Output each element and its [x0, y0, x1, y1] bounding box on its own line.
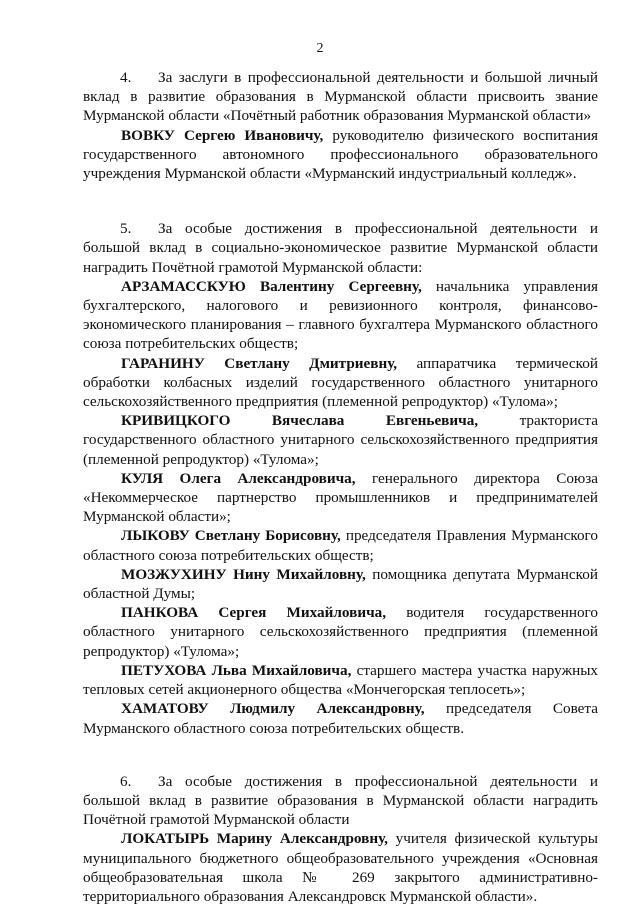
awardee-paragraph — [83, 699, 598, 737]
awardee-role: председателя Совета Мурманского областного союза потребительских обществ. — [83, 700, 598, 737]
awardee-name: КУЛЯ Олега Александровича, — [121, 469, 356, 487]
awardee-role: председателя Правления Мурманского областного союза потребительских обществ; — [83, 527, 598, 564]
awardee-name: ПЕТУХОВА Льва Михайловича, — [121, 661, 352, 679]
awardee-role: начальника управления бухгалтерского, налогового и ревизионного контроля, финансово-экономического планирования – главного бухгалтера Мурманского областного союза потребительских обществ; — [83, 277, 598, 353]
awardee-role: водителя государственного областного унитарного сельскохозяйственного предприятия (племенной репродуктор) «Тулома»; — [83, 604, 598, 660]
awardee-paragraph — [83, 829, 598, 906]
awardee-name: АРЗАМАССКУЮ Валентину Сергеевну, — [121, 277, 422, 295]
awardee-paragraph — [83, 565, 598, 603]
awardee-name: ПАНКОВА Сергея Михайловича, — [121, 604, 387, 622]
awardee-role: генерального директора Союза «Некоммерческое партнерство промышленников и предпринимателей Мурманской области»; — [83, 469, 599, 526]
section-5-intro — [83, 219, 598, 277]
section-6-intro — [83, 772, 598, 830]
section-4-intro-text: За заслуги в профессиональной деятельности и большой личный вклад в развитие образования в Мурманской области присвоить звание Мурманской области «Почётный работник образования Мурманской области» — [83, 69, 598, 125]
awardee-role: руководителю физического воспитания государственного автономного профессионального образовательного учреждения Мурманской области «Мурманский индустриальный колледж». — [83, 126, 598, 183]
section-gap — [83, 738, 598, 772]
awardee-name: ГАРАНИНУ Светлану Дмитриевну, — [121, 354, 398, 372]
page-number: 2 — [316, 41, 324, 56]
awardee-role: тракториста государственного областного унитарного сельскохозяйственного предприятия (племенной репродуктор) «Тулома»; — [83, 412, 598, 468]
section-4-number: 4. — [120, 69, 132, 86]
section-5-number: 5. — [120, 220, 132, 238]
section-gap — [83, 183, 598, 219]
awardee-paragraph — [83, 411, 598, 469]
awardee-name: ЛОКАТЫРЬ Марину Александровну, — [121, 830, 388, 848]
awardee-name: ЛЫКОВУ Светлану Борисовну, — [121, 527, 341, 545]
awardee-role: учителя физической культуры муниципального бюджетного общеобразовательного учреждения «Основная общеобразовательная школа № 269 закрытого административно-территориального образования Александровск Мурманской области». — [83, 830, 598, 905]
awardee-role: помощника депутата Мурманской областной Думы; — [83, 565, 598, 603]
awardee-name: КРИВИЦКОГО Вячеслава Евгеньевича, — [121, 412, 479, 430]
awardee-role: старшего мастера участка наружных тепловых сетей акционерного общества «Мончегорская теплосеть»; — [83, 661, 598, 699]
awardee-paragraph — [83, 354, 598, 412]
section-4-intro — [83, 68, 598, 126]
awardee-name: МОЗЖУХИНУ Нину Михайловну, — [121, 565, 366, 583]
awardee-paragraph — [83, 526, 598, 564]
awardee-paragraph — [83, 661, 598, 699]
awardee-paragraph — [83, 469, 598, 527]
section-5-intro-text: За особые достижения в профессиональной деятельности и большой вклад в социально-экономическое развитие Мурманской области наградить Почётной грамотой Мурманской области: — [83, 220, 598, 276]
awardee-paragraph — [83, 277, 598, 354]
awardee-paragraph — [83, 126, 598, 184]
section-6-intro-text: За особые достижения в профессиональной деятельности и большой вклад в развитие образования в Мурманской области наградить Почётной грамотой Мурманской области — [83, 772, 598, 829]
awardee-name: ВОВКУ Сергею Ивановичу, — [121, 126, 324, 144]
document-body — [83, 68, 598, 906]
awardee-name: ХАМАТОВУ Людмилу Александровну, — [121, 700, 425, 718]
section-6-number: 6. — [120, 772, 132, 790]
awardee-paragraph — [83, 603, 598, 661]
awardee-role: аппаратчика термической обработки колбасных изделий государственного областного унитарного сельскохозяйственного предприятия (племенной репродуктор) «Тулома»; — [83, 354, 598, 411]
